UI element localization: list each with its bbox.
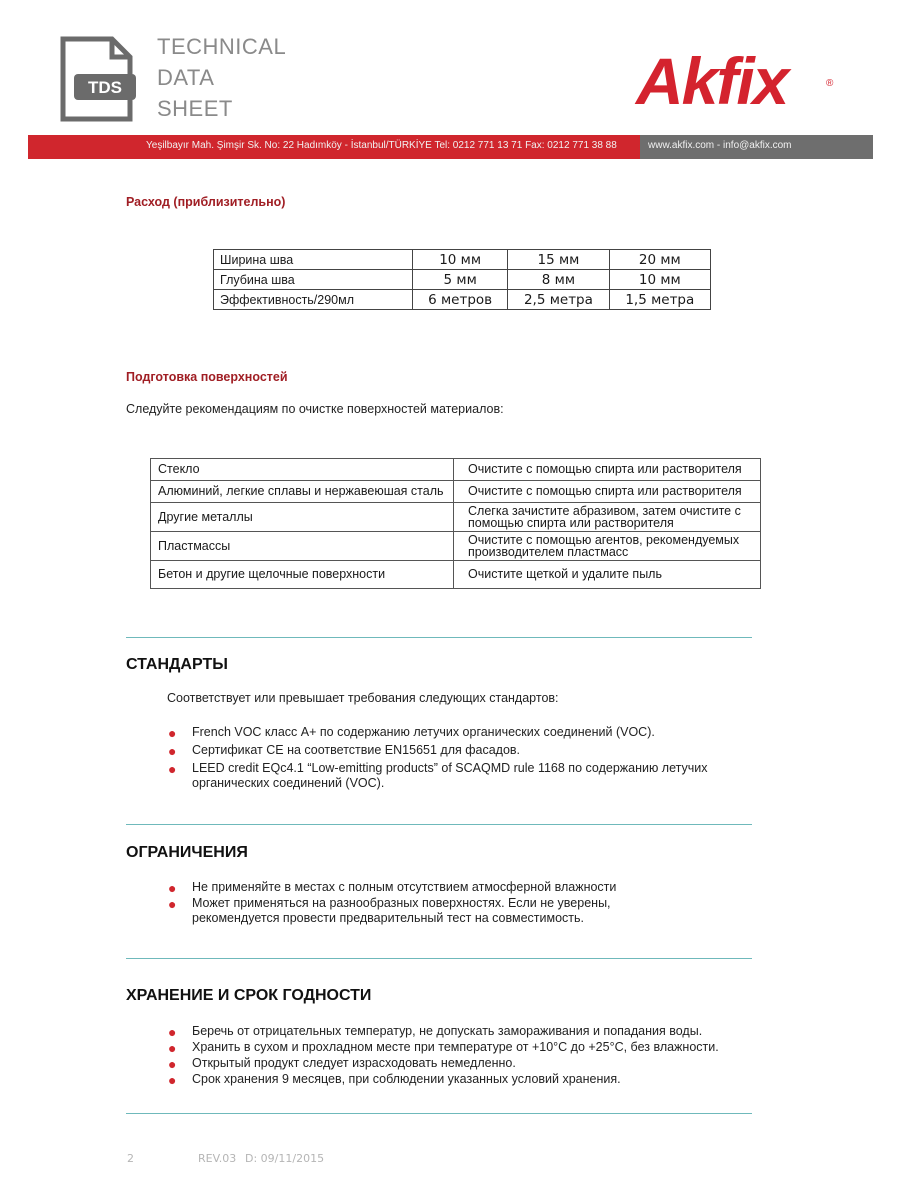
table-row (151, 459, 761, 481)
row-label: Глубина шва (214, 270, 413, 290)
table-cell: 6 метров (413, 290, 508, 310)
header-address: Yeşilbayır Mah. Şimşir Sk. No: 22 Hadımköy - İstanbul/TÜRKİYE Tel: 0212 771 13 71 Fax: 0212 771 38 88 (146, 140, 617, 151)
limitations-title: ОГРАНИЧЕНИЯ (126, 844, 248, 861)
table-cell: 20 мм (609, 250, 710, 270)
list-item: ● Беречь от отрицательных температур, не допускать замораживания и попадания воды. (168, 1024, 703, 1040)
instruction-cell: Очистите щеткой и удалите пыль (454, 561, 761, 589)
revision-date: D: 09/11/2015 (245, 1152, 325, 1165)
list-item: ● LEED credit EQc4.1 “Low-emitting products” of SCAQMD rule 1168 по содержанию летучих органических соединений (VOC). (168, 761, 708, 790)
bullet-icon: ● (168, 1072, 177, 1088)
standards-intro: Соответствует или превышает требования следующих стандартов: (167, 691, 559, 705)
storage-title: ХРАНЕНИЕ И СРОК ГОДНОСТИ (126, 987, 372, 1004)
table-row (214, 270, 711, 290)
consumption-heading: Расход (приблизительно) (126, 195, 286, 209)
bullet-icon: ● (168, 880, 177, 896)
list-item: ● Срок хранения 9 месяцев, при соблюдении указанных условий хранения. (168, 1072, 621, 1088)
header-web: www.akfix.com - info@akfix.com (648, 140, 792, 151)
material-cell: Бетон и другие щелочные поверхности (151, 561, 454, 589)
surface-prep-intro: Следуйте рекомендациям по очистке поверхностей материалов: (126, 402, 504, 416)
storage-list (168, 1024, 748, 1090)
surface-prep-heading: Подготовка поверхностей (126, 370, 288, 384)
table-cell: 1,5 метра (609, 290, 710, 310)
page-number: 2 (127, 1152, 134, 1165)
surfaces-table (150, 458, 761, 589)
bullet-icon: ● (168, 1056, 177, 1072)
header-title-line-1: TECHNICAL (157, 34, 287, 59)
material-cell: Стекло (151, 459, 454, 481)
list-item: ● Может применяться на разнообразных поверхностях. Если не уверены, рекомендуется провести предварительный тест на совместимость. (168, 896, 611, 925)
table-cell: 10 мм (413, 250, 508, 270)
table-cell: 8 мм (508, 270, 609, 290)
table-row (151, 481, 761, 503)
material-cell: Другие металлы (151, 503, 454, 532)
section-divider (126, 1113, 752, 1114)
list-item: ● Открытый продукт следует израсходовать немедленно. (168, 1056, 516, 1072)
table-row (151, 561, 761, 589)
bullet-icon: ● (168, 725, 177, 741)
section-divider (126, 824, 752, 825)
list-item: ● Не применяйте в местах с полным отсутствием атмосферной влажности (168, 880, 617, 896)
table-row (214, 250, 711, 270)
instruction-cell: Очистите с помощью спирта или растворителя (454, 481, 761, 503)
table-row (151, 503, 761, 532)
table-cell: 10 мм (609, 270, 710, 290)
table-row (214, 290, 711, 310)
bullet-icon: ● (168, 761, 177, 777)
section-divider (126, 958, 752, 959)
revision: REV.03 (198, 1152, 237, 1165)
list-item: ● Хранить в сухом и прохладном месте при температуре от +10°C до +25°C, без влажности. (168, 1040, 719, 1056)
list-item: ● Сертификат CE на соответствие EN15651 для фасадов. (168, 743, 521, 759)
table-row (151, 532, 761, 561)
registered-mark: ® (826, 78, 834, 89)
tds-badge: TDS (88, 78, 122, 97)
bullet-icon: ● (168, 896, 177, 912)
table-cell: 2,5 метра (508, 290, 609, 310)
standards-title: СТАНДАРТЫ (126, 656, 228, 673)
bullet-icon: ● (168, 1040, 177, 1056)
list-item: ● French VOC класс A+ по содержанию летучих органических соединений (VOC). (168, 725, 655, 741)
tds-document-icon (60, 36, 140, 122)
brand-logo: Akfix (636, 44, 788, 118)
header-title-line-2: DATA (157, 65, 215, 90)
row-label: Эффективность/290мл (214, 290, 413, 310)
standards-list (168, 725, 738, 794)
limitations-list (168, 880, 638, 929)
table-cell: 5 мм (413, 270, 508, 290)
bullet-icon: ● (168, 743, 177, 759)
material-cell: Алюминий, легкие сплавы и нержавеюшая сталь (151, 481, 454, 503)
instruction-cell: Слегка зачистите абразивом, затем очистите с помощью спирта или растворителя (454, 503, 761, 532)
bullet-icon: ● (168, 1024, 177, 1040)
table-cell: 15 мм (508, 250, 609, 270)
instruction-cell: Очистите с помощью спирта или растворителя (454, 459, 761, 481)
material-cell: Пластмассы (151, 532, 454, 561)
instruction-cell: Очистите с помощью агентов, рекомендуемых производителем пластмасс (454, 532, 761, 561)
row-label: Ширина шва (214, 250, 413, 270)
section-divider (126, 637, 752, 638)
consumption-table (213, 249, 711, 310)
header-title-line-3: SHEET (157, 96, 233, 121)
